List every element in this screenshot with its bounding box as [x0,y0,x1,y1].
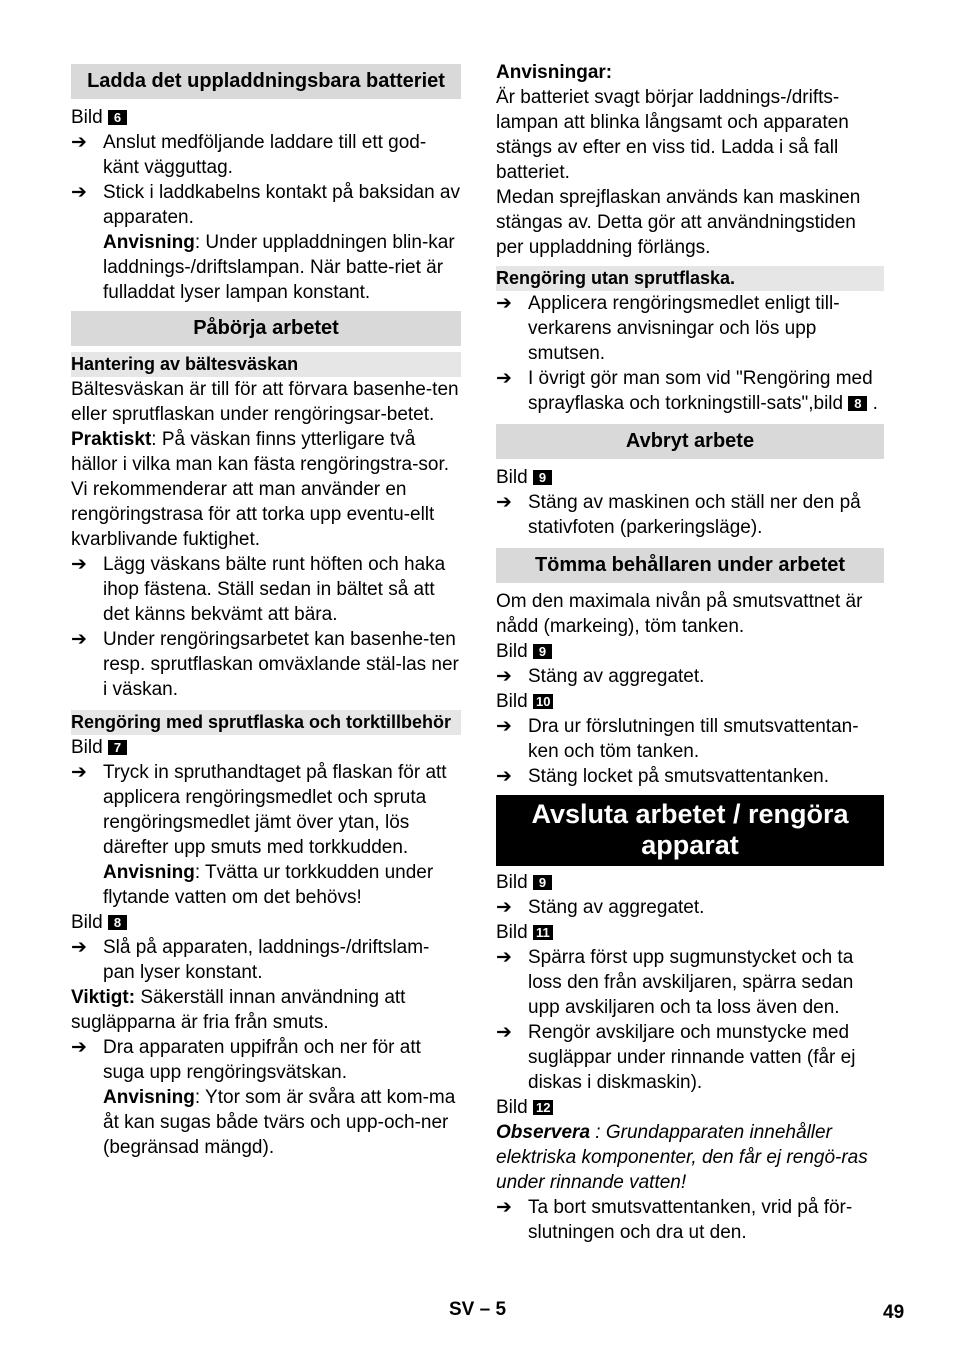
paragraph: Viktigt: Säkerställ innan användning att sugläpparna är fria från smuts. [71,987,406,1033]
paragraph: Praktiskt: På väskan finns ytterligare två hällor i vilka man kan fästa rengöringstra-sor. Vi rekommenderar att man använder en rengöringstrasa för att torka upp eventu-ellt kvarblivande fuktighet. [71,429,450,550]
list-item: ➔ Anslut medföljande laddare till ett god-känt vägguttag. [71,132,427,178]
arrow-right-icon: ➔ [71,629,87,650]
left-column [71,60,461,1160]
list-item: ➔ Slå på apparaten, laddnings-/driftslam-pan lyser konstant. [71,937,430,983]
figure-number: 11 [533,925,553,940]
list-item: ➔ Rengör avskiljare och munstycke med sugläppar under rinnande vatten (får ej diskas i diskmaskin). [496,1022,856,1093]
paragraph: Bältesväskan är till för att förvara basenhe-ten eller sprutflaskan under rengöringsar-betet. [71,379,459,425]
figure-number: 8 [108,915,127,930]
heading-finish-clean: Avsluta arbetet / rengöra apparat [496,795,884,866]
list-item: ➔ Stick i laddkabelns kontakt på baksidan av apparaten. [71,182,460,228]
note: Anvisning: Tvätta ur torkkudden under flytande vatten om det behövs! [103,862,434,908]
arrow-right-icon: ➔ [496,492,512,513]
figure-ref: Bild 10 [496,689,884,714]
paragraph: Om den maximala nivån på smutsvattnet är nådd (markeing), töm tanken. [496,591,863,637]
footer-section-label: SV – 5 [449,1299,507,1320]
arrow-right-icon: ➔ [71,554,87,575]
caution-note: Observera : Grundapparaten innehåller elektriska komponenter, den får ej rengö-ras under rinnande vatten! [496,1122,868,1193]
figure-ref: Bild 9 [496,465,884,490]
list-item: ➔ Lägg väskans bälte runt höften och haka ihop fästena. Ställ sedan in bältet så att det känns bekvämt att bära. [71,554,446,625]
arrow-right-icon: ➔ [496,1022,512,1043]
heading-abort-work: Avbryt arbete [496,424,884,459]
figure-ref: Bild 7 [71,735,461,760]
figure-number: 7 [108,740,127,755]
heading-start-work: Påbörja arbetet [71,311,461,346]
figure-number: 10 [533,694,553,709]
arrow-right-icon: ➔ [71,762,87,783]
figure-ref: Bild 12 [496,1095,884,1120]
list-item: ➔ Dra apparaten uppifrån och ner för att suga upp rengöringsvätskan. [71,1037,421,1083]
arrow-right-icon: ➔ [71,1037,87,1058]
notes-heading: Anvisningar: [496,62,613,83]
note: Anvisning: Ytor som är svåra att kom-ma åt kan sugas både tvärs och upp-och-ner (begränsad mängd). [103,1087,456,1158]
paragraph: Är batteriet svagt börjar laddnings-/drifts-lampan att blinka långsamt och apparaten stängs av efter en viss tid. Ladda i så fall batteriet. [496,87,849,183]
heading-empty-container: Tömma behållaren under arbetet [496,548,884,583]
arrow-right-icon: ➔ [496,1197,512,1218]
list-item: ➔ I övrigt gör man som vid "Rengöring med sprayflaska och torkningstill-sats",bild 8 . [496,368,878,414]
list-item: ➔ Stäng av aggregatet. [496,897,705,918]
list-item: ➔ Ta bort smutsvattentanken, vrid på för-slutningen och dra ut den. [496,1197,853,1243]
arrow-right-icon: ➔ [71,937,87,958]
list-item: ➔ Spärra först upp sugmunstycket och ta loss den från avskiljaren, spärra sedan upp avskiljaren och ta loss även den. [496,947,854,1018]
arrow-right-icon: ➔ [71,182,87,203]
page-number: 49 [883,1302,905,1323]
list-item: ➔ Stäng locket på smutsvattentanken. [496,766,830,787]
heading-no-spray: Rengöring utan sprutflaska. [496,266,884,291]
figure-number: 6 [108,110,127,125]
arrow-right-icon: ➔ [496,766,512,787]
figure-ref: Bild 6 [71,105,461,130]
arrow-right-icon: ➔ [496,368,512,389]
note: Anvisning: Under uppladdningen blin-kar laddnings-/driftslampan. När batte-riet är fulladdat lyser lampan konstant. [103,232,455,303]
arrow-right-icon: ➔ [496,947,512,968]
arrow-right-icon: ➔ [496,897,512,918]
list-item: ➔ Tryck in spruthandtaget på flaskan för att applicera rengöringsmedlet och spruta rengöringsmedlet jämt över ytan, lös därefter upp smuts med torkkudden. [71,762,447,858]
paragraph: Medan sprejflaskan används kan maskinen stängas av. Detta gör att användningstiden per uppladdning förlängs. [496,187,861,258]
list-item: ➔ Dra ur förslutningen till smutsvattentan-ken och töm tanken. [496,716,859,762]
arrow-right-icon: ➔ [496,716,512,737]
arrow-right-icon: ➔ [496,666,512,687]
right-column [496,60,884,1245]
heading-charge-battery: Ladda det uppladdningsbara batteriet [71,64,461,99]
arrow-right-icon: ➔ [71,132,87,153]
figure-number: 9 [533,875,552,890]
figure-number: 12 [533,1100,553,1115]
list-item: ➔ Stäng av maskinen och ställ ner den på stativfoten (parkeringsläge). [496,492,861,538]
heading-belt-bag: Hantering av bältesväskan [71,352,461,377]
figure-ref: Bild 9 [496,639,884,664]
figure-ref: Bild 9 [496,870,884,895]
list-item: ➔ Stäng av aggregatet. [496,666,705,687]
figure-ref: Bild 8 [71,910,461,935]
list-item: ➔ Under rengöringsarbetet kan basenhe-ten resp. sprutflaskan omväxlande stäl-las ner i väskan. [71,629,459,700]
heading-spray-cleaning: Rengöring med sprutflaska och torktillbehör [71,710,461,735]
arrow-right-icon: ➔ [496,293,512,314]
figure-number: 9 [533,470,552,485]
figure-ref: Bild 11 [496,920,884,945]
figure-number: 8 [848,396,867,411]
list-item: ➔ Applicera rengöringsmedlet enligt till-verkarens anvisningar och lös upp smutsen. [496,293,840,364]
figure-number: 9 [533,644,552,659]
